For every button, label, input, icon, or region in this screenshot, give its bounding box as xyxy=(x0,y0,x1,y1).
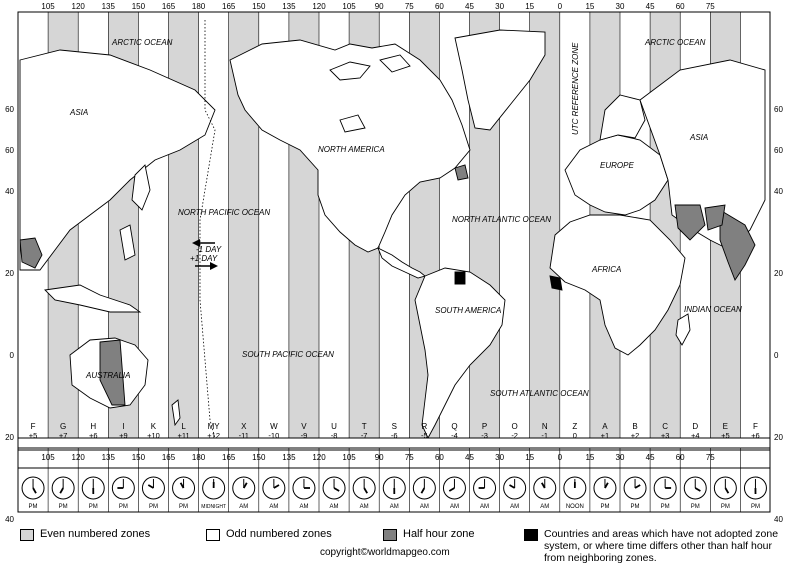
zone-offset: +1 xyxy=(600,431,610,440)
label-asia-east: ASIA xyxy=(690,133,709,142)
latitude-right-label: 60 xyxy=(774,146,783,155)
longitude-top-label: 135 xyxy=(101,2,115,11)
clock-label: AM xyxy=(269,504,279,510)
zone-offset: +3 xyxy=(660,431,670,440)
zone-offset: -4 xyxy=(451,431,458,440)
latitude-right-label: 40 xyxy=(774,187,783,196)
zone-letter: K xyxy=(150,422,157,431)
zone-offset: -10 xyxy=(268,431,280,440)
longitude-top-label: 30 xyxy=(615,2,625,11)
clock-label: AM xyxy=(449,504,459,510)
zone-offset: +2 xyxy=(630,431,640,440)
label-south-atlantic: SOUTH ATLANTIC OCEAN xyxy=(490,389,589,398)
zone-letter: E xyxy=(722,422,729,431)
zone-letter: Q xyxy=(451,422,458,431)
longitude-bottom-label: 30 xyxy=(495,453,505,462)
zone-offset: +6 xyxy=(88,431,98,440)
longitude-top-label: 45 xyxy=(645,2,655,11)
zone-offset: -9 xyxy=(300,431,308,440)
non-adopted-guyana xyxy=(455,272,465,284)
zone-offset: +5 xyxy=(721,431,730,440)
label-south-pacific: SOUTH PACIFIC OCEAN xyxy=(242,350,334,359)
zone-letter: B xyxy=(632,422,638,431)
clock-label: AM xyxy=(540,504,550,510)
legend-odd-swatch xyxy=(206,529,220,541)
label-arctic-east: ARCTIC OCEAN xyxy=(645,38,706,47)
longitude-top-label: 60 xyxy=(675,2,685,11)
legend-half-label: Half hour zone xyxy=(403,528,475,540)
legend-non-adopted xyxy=(524,528,786,564)
latitude-left-label: 60 xyxy=(5,105,14,114)
latitude-left-label: 20 xyxy=(5,269,14,278)
longitude-top-label: 105 xyxy=(342,2,356,11)
zone-letter: T xyxy=(361,422,367,431)
label-north-atlantic: NORTH ATLANTIC OCEAN xyxy=(452,215,551,224)
longitude-bottom-label: 180 xyxy=(191,453,206,462)
latitude-left-label: 20 xyxy=(5,433,14,442)
zone-offset: -6 xyxy=(390,431,398,440)
clock-label: PM xyxy=(88,504,98,510)
zone-letter: P xyxy=(481,422,488,431)
clock-label: MIDNIGHT xyxy=(201,504,227,510)
zone-offset: +11 xyxy=(177,431,190,440)
label-north-pacific: NORTH PACIFIC OCEAN xyxy=(178,208,271,217)
longitude-bottom-label: 45 xyxy=(465,453,474,462)
longitude-bottom-label: 165 xyxy=(222,453,236,462)
label-dateline-minus: -1 DAY xyxy=(196,245,222,254)
zone-letter: V xyxy=(301,422,307,431)
zone-letter: N xyxy=(541,422,548,431)
zone-offset: +9 xyxy=(119,431,128,440)
clock-label: AM xyxy=(389,504,399,510)
clock-label: NOON xyxy=(565,504,584,510)
clock-label: PM xyxy=(690,504,700,510)
longitude-top-label: 75 xyxy=(404,2,414,11)
longitude-bottom-label: 75 xyxy=(404,453,414,462)
zone-offset: +5 xyxy=(28,431,38,440)
longitude-top-label: 15 xyxy=(585,2,595,11)
longitude-bottom-label: 105 xyxy=(342,453,356,462)
longitude-bottom-label: 30 xyxy=(615,453,625,462)
clock-label: PM xyxy=(179,504,189,510)
zone-offset: -11 xyxy=(238,431,249,440)
clock-label: PM xyxy=(720,504,730,510)
longitude-bottom-label: 15 xyxy=(525,453,535,462)
longitude-bottom-label: 150 xyxy=(252,453,266,462)
longitude-top-label: 180 xyxy=(191,2,206,11)
longitude-bottom-label: 135 xyxy=(101,453,115,462)
clock-label: AM xyxy=(480,504,490,510)
legend-half-swatch xyxy=(383,529,397,541)
longitude-bottom-label: 90 xyxy=(374,453,384,462)
latitude-right-label: 60 xyxy=(774,105,783,114)
longitude-top-label: 15 xyxy=(525,2,535,11)
zone-letter: I xyxy=(122,422,125,431)
legend-non-adopted-label: Countries and areas which have not adopted zone system, or where time differs other than half hour from neighboring zones. xyxy=(544,528,779,564)
copyright: copyright©worldmapgeo.com xyxy=(320,547,450,558)
zone-letter: MY xyxy=(207,422,220,431)
longitude-bottom-label: 120 xyxy=(312,453,326,462)
zone-letter: F xyxy=(753,422,758,431)
label-australia: AUSTRALIA xyxy=(86,371,131,380)
longitude-bottom-label: 150 xyxy=(131,453,146,462)
latitude-right-label: 40 xyxy=(774,515,783,524)
zone-offset: +10 xyxy=(147,431,160,440)
clock-label: PM xyxy=(58,504,68,510)
label-utc-zone: UTC REFERENCE ZONE xyxy=(571,42,580,135)
label-dateline-plus: +1 DAY xyxy=(190,254,218,263)
latitude-right-label: 20 xyxy=(774,433,783,442)
label-africa: AFRICA xyxy=(592,265,622,274)
longitude-bottom-label: 135 xyxy=(282,453,296,462)
longitude-bottom-label: 60 xyxy=(675,453,685,462)
zone-letter: F xyxy=(30,422,36,431)
clock-label: AM xyxy=(239,504,249,510)
longitude-bottom-label: 60 xyxy=(434,453,444,462)
legend-even xyxy=(20,528,150,541)
zone-stripe xyxy=(169,12,199,438)
zone-letter: W xyxy=(270,422,278,431)
label-arctic-west: ARCTIC OCEAN xyxy=(112,38,173,47)
clock-label: PM xyxy=(750,504,760,510)
longitude-top-label: 60 xyxy=(434,2,444,11)
legend-even-swatch xyxy=(20,529,34,541)
zone-letter: R xyxy=(421,422,428,431)
label-indian-ocean: INDIAN OCEAN xyxy=(684,305,742,314)
legend-odd xyxy=(206,528,332,541)
zone-offset: -3 xyxy=(481,431,488,440)
zone-letter: X xyxy=(241,422,247,431)
zone-offset: +7 xyxy=(58,431,68,440)
zone-letter: O xyxy=(511,422,518,431)
longitude-bottom-label: 120 xyxy=(71,453,85,462)
longitude-top-label: 75 xyxy=(705,2,715,11)
non-adopted-west-africa xyxy=(550,276,562,290)
zone-letter: H xyxy=(90,422,97,431)
zone-letter: D xyxy=(692,422,699,431)
longitude-top-label: 105 xyxy=(41,2,55,11)
clock-label: PM xyxy=(118,504,128,510)
zone-offset: +6 xyxy=(751,431,760,440)
zone-offset: +12 xyxy=(207,431,221,440)
clock-label: AM xyxy=(329,504,339,510)
zone-offset: +4 xyxy=(690,431,700,440)
clock-label: AM xyxy=(510,504,520,510)
label-south-america: SOUTH AMERICA xyxy=(435,306,502,315)
clock-label: AM xyxy=(299,504,309,510)
longitude-top-label: 120 xyxy=(312,2,326,11)
clock-label: PM xyxy=(28,504,38,510)
longitude-top-label: 90 xyxy=(374,2,384,11)
longitude-top-label: 135 xyxy=(282,2,296,11)
longitude-bottom-label: 105 xyxy=(41,453,55,462)
zone-letter: G xyxy=(60,422,67,431)
zone-letter: L xyxy=(181,422,186,431)
zone-offset: -1 xyxy=(541,431,549,440)
longitude-bottom-label: 75 xyxy=(705,453,715,462)
longitude-top-label: 165 xyxy=(161,2,176,11)
clock-label: PM xyxy=(660,504,670,510)
longitude-top-label: 165 xyxy=(222,2,236,11)
longitude-top-label: 120 xyxy=(71,2,85,11)
label-europe: EUROPE xyxy=(600,161,634,170)
zone-offset: -7 xyxy=(360,431,368,440)
zone-stripe xyxy=(530,12,560,438)
label-north-america: NORTH AMERICA xyxy=(318,145,385,154)
zone-letter: U xyxy=(331,422,337,431)
clock-label: PM xyxy=(148,504,158,510)
zone-offset: -5 xyxy=(421,431,428,440)
longitude-bottom-label: 165 xyxy=(161,453,176,462)
clock xyxy=(564,477,586,510)
clock-label: AM xyxy=(359,504,369,510)
clock xyxy=(201,477,226,510)
zone-letter: A xyxy=(602,422,608,431)
zone-offset: -2 xyxy=(511,431,518,440)
legend-even-label: Even numbered zones xyxy=(40,528,151,540)
latitude-left-label: 40 xyxy=(5,187,14,196)
clock-label: AM xyxy=(419,504,429,510)
clock-label: PM xyxy=(630,504,640,510)
latitude-right-label: 0 xyxy=(774,351,779,360)
zone-offset: 0 xyxy=(572,431,577,440)
zone-letter: Z xyxy=(572,422,578,431)
longitude-top-label: 150 xyxy=(131,2,146,11)
zone-stripe xyxy=(199,12,229,438)
zone-offset: -8 xyxy=(330,431,338,440)
longitude-bottom-label: 15 xyxy=(585,453,595,462)
clock-label: PM xyxy=(600,504,610,510)
zone-letter: S xyxy=(391,422,397,431)
longitude-top-label: 45 xyxy=(465,2,474,11)
latitude-left-label: 40 xyxy=(5,515,14,524)
legend-half xyxy=(383,528,475,541)
label-asia-west: ASIA xyxy=(70,108,89,117)
latitude-left-label: 0 xyxy=(9,351,14,360)
latitude-right-label: 20 xyxy=(774,269,783,278)
latitude-left-label: 60 xyxy=(5,146,14,155)
longitude-top-label: 0 xyxy=(557,2,563,11)
longitude-bottom-label: 45 xyxy=(645,453,655,462)
legend-non-adopted-swatch xyxy=(524,529,538,541)
longitude-bottom-label: 0 xyxy=(557,453,563,462)
zone-letter: C xyxy=(662,422,669,431)
longitude-top-label: 150 xyxy=(252,2,266,11)
legend-odd-label: Odd numbered zones xyxy=(226,528,332,540)
longitude-top-label: 30 xyxy=(495,2,505,11)
